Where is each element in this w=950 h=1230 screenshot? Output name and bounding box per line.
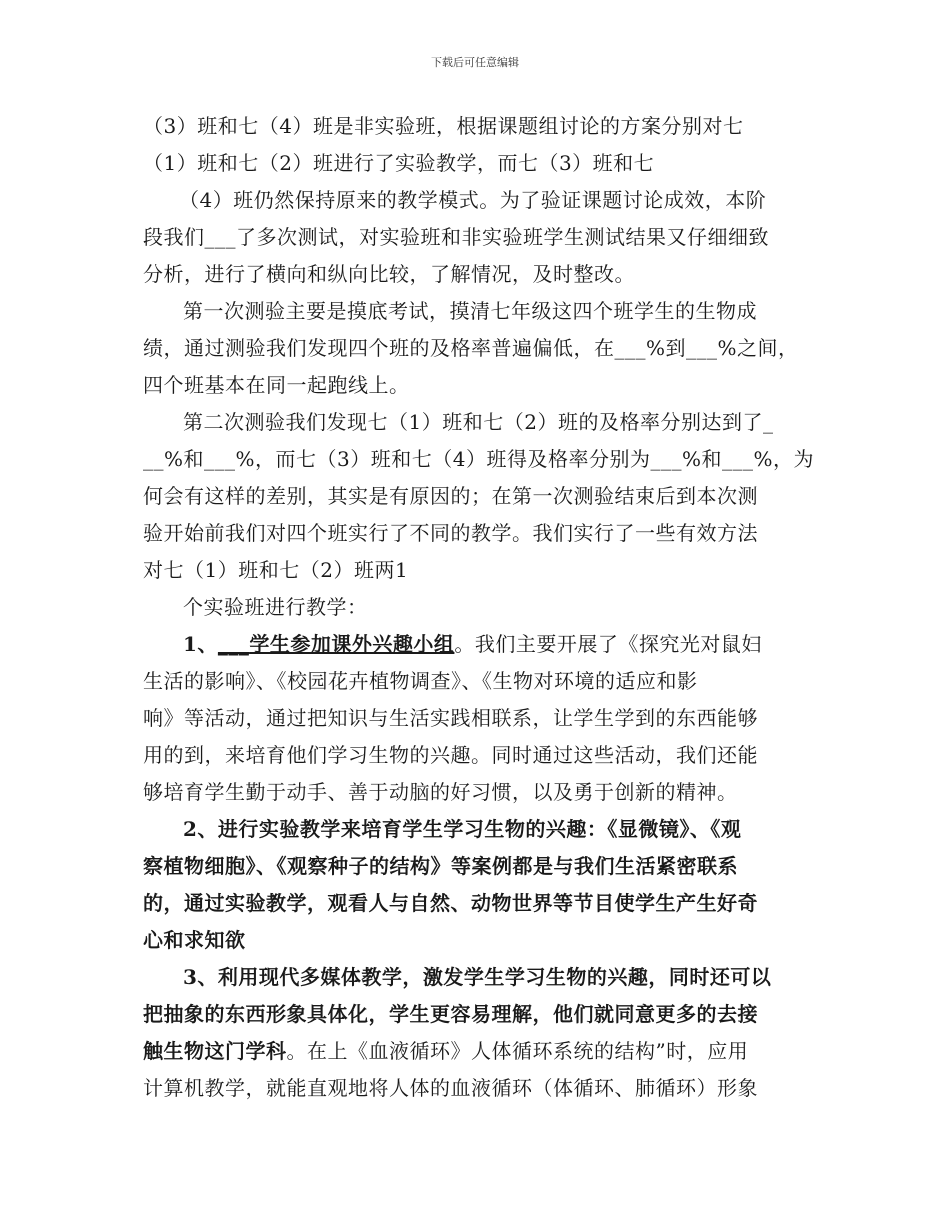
bold-phrase: 触生物这门学科 bbox=[143, 1039, 287, 1063]
body-line: 四个班基本在同一起跑线上。 bbox=[143, 373, 410, 397]
paragraph-first-line: 第二次测验我们发现七（1）班和七（2）班的及格率分别达到了_ bbox=[183, 410, 774, 434]
body-line: __%和___%，而七（3）班和七（4）班得及格率分别为___%和___%，为 bbox=[143, 447, 814, 471]
body-line-bold: 心和求知欲 bbox=[143, 928, 246, 952]
body-line: 对七（1）班和七（2）班两1 bbox=[143, 558, 409, 582]
body-line: 生活的影响》、《校园花卉植物调查》、《生物对环境的适应和影 bbox=[143, 669, 698, 693]
body-line: 个实验班进行教学： bbox=[183, 595, 368, 619]
list-item-2: 2、进行实验教学来培育学生学习生物的兴趣：《显微镜》、《观 bbox=[183, 817, 742, 841]
body-line: 计算机教学，就能直观地将人体的血液循环（体循环、肺循环）形象 bbox=[143, 1076, 758, 1100]
body-line: 绩，通过测验我们发现四个班的及格率普遍偏低，在___%到___%之间， bbox=[143, 336, 799, 360]
body-line: 够培育学生勤于动手、善于动脑的好习惯，以及勇于创新的精神。 bbox=[143, 780, 738, 804]
body-line: 验开始前我们对四个班实行了不同的教学。我们实行了一些有效方法 bbox=[143, 521, 758, 545]
body-line: 用的到，来培育他们学习生物的兴趣。同时通过这些活动，我们还能 bbox=[143, 743, 758, 767]
page-header: 下载后可任意编辑 bbox=[431, 56, 519, 69]
body-line-bold: 察植物细胞》、《观察种子的结构》等案例都是与我们生活紧密联系 bbox=[143, 854, 738, 878]
list-item-1-blank: ___ bbox=[217, 632, 250, 656]
list-item-1-number: 1、 bbox=[183, 632, 218, 656]
body-line: 何会有这样的差别，其实是有原因的；在第一次测验结束后到本次测 bbox=[143, 484, 758, 508]
body-line-bold: 的，通过实验教学，观看人与自然、动物世界等节目使学生产生好奇 bbox=[143, 891, 758, 915]
body-line: 段我们___了多次测试，对实验班和非实验班学生测试结果又仔细细致 bbox=[143, 225, 769, 249]
body-line: （4）班仍然保持原来的教学模式。为了验证课题讨论成效，本阶 bbox=[179, 188, 767, 212]
body-line-mixed bbox=[143, 1036, 748, 1066]
paragraph-first-line: 第一次测验主要是摸底考试，摸清七年级这四个班学生的生物成 bbox=[183, 299, 757, 323]
body-line: （3）班和七（4）班是非实验班，根据课题组讨论的方案分别对七 bbox=[143, 114, 744, 138]
body-line: （1）班和七（2）班进行了实验教学，而七（3）班和七 bbox=[143, 151, 655, 175]
body-line: 响》等活动，通过把知识与生活实践相联系，让学生学到的东西能够 bbox=[143, 706, 758, 730]
list-item-1 bbox=[183, 629, 762, 659]
list-item-1-heading: 学生参加课外兴趣小组 bbox=[249, 632, 455, 656]
list-item-1-text: 。我们主要开展了《探究光对鼠妇 bbox=[454, 632, 762, 656]
body-line: 分析，进行了横向和纵向比较，了解情况，及时整改。 bbox=[143, 262, 635, 286]
body-text: 。在上《血液循环》人体循环系统的结构”时，应用 bbox=[286, 1039, 749, 1063]
list-item-3: 3、利用现代多媒体教学，激发学生学习生物的兴趣，同时还可以 bbox=[183, 965, 772, 989]
body-line-bold: 把抽象的东西形象具体化，学生更容易理解，他们就同意更多的去接 bbox=[143, 1002, 758, 1026]
